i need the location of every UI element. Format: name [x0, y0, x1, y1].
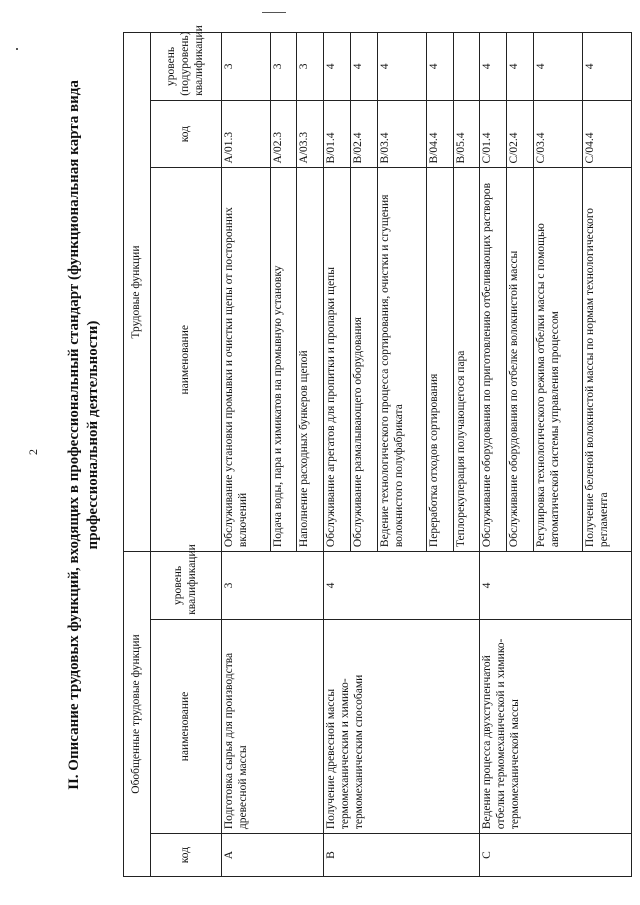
function-level: 4 — [480, 33, 507, 101]
group-name: Получение древесной массы термомеханическим и химико-термомеханическим способами — [324, 619, 480, 833]
header-function-code: код — [150, 100, 221, 168]
function-level: 3 — [270, 33, 297, 101]
function-code: B/01.4 — [324, 100, 351, 168]
function-name: Теплорекуперация получающегося пара — [453, 168, 480, 552]
functional-map-table-wrapper — [123, 25, 632, 877]
function-name: Получение беленой волокнистой массы по нормам технологического регламента — [583, 168, 632, 552]
function-code: B/03.4 — [377, 100, 426, 168]
header-labor: Трудовые функции — [124, 33, 151, 552]
group-code: A — [221, 834, 324, 877]
function-name: Подача воды, пара и химикатов на промывную установку — [270, 168, 297, 552]
function-level: 4 — [351, 33, 378, 101]
function-level: 4 — [507, 33, 534, 101]
function-level: 4 — [377, 33, 426, 101]
function-level: 4 — [324, 33, 351, 101]
function-name: Наполнение расходных бункеров щепой — [297, 168, 324, 552]
function-name: Обслуживание размалывающего оборудования — [351, 168, 378, 552]
header-code: код — [150, 834, 221, 877]
page-number: 2 — [26, 449, 40, 455]
function-name: Регулировка технологического режима отбелки массы с помощью автоматической системы управления процессом — [534, 168, 583, 552]
function-level: 4 — [426, 33, 453, 101]
function-level: 3 — [221, 33, 270, 101]
table-row — [324, 33, 351, 877]
function-name: Переработка отходов сортирования — [426, 168, 453, 552]
function-name: Обслуживание оборудования по отбелке волокнистой массы — [507, 168, 534, 552]
function-code: B/02.4 — [351, 100, 378, 168]
group-code: B — [324, 834, 480, 877]
function-level: 3 — [297, 33, 324, 101]
function-level — [453, 33, 480, 101]
function-name: Обслуживание агрегатов для пропитки и пропарки щепы — [324, 168, 351, 552]
group-level: 4 — [480, 552, 632, 620]
group-name: Ведение процесса двухступенчатой отбелки термомеханической и химико-термомеханической массы — [480, 619, 632, 833]
functional-map-table — [123, 25, 632, 877]
group-level: 4 — [324, 552, 480, 620]
function-code: C/03.4 — [534, 100, 583, 168]
group-level: 3 — [221, 552, 324, 620]
header-function-name: наименование — [150, 168, 221, 552]
function-code: A/02.3 — [270, 100, 297, 168]
scan-mark — [16, 48, 18, 50]
function-code: B/05.4 — [453, 100, 480, 168]
header-level: уровень квалификации — [150, 552, 221, 620]
function-name: Обслуживание оборудования по приготовлению отбеливающих растворов — [480, 168, 507, 552]
function-code: A/01.3 — [221, 100, 270, 168]
header-name: наименование — [150, 619, 221, 833]
group-code: C — [480, 834, 632, 877]
function-code: B/04.4 — [426, 100, 453, 168]
table-row — [221, 33, 270, 877]
function-code: C/01.4 — [480, 100, 507, 168]
header-generalized: Обобщенные трудовые функции — [124, 552, 151, 877]
document-heading: II. Описание трудовых функций, входящих в профессиональный стандарт (функциональная карта вида профессиональной деятельности) — [66, 80, 101, 790]
table-row — [480, 33, 507, 877]
function-code: C/04.4 — [583, 100, 632, 168]
function-name: Ведение технологического процесса сортирования, очистки и сгущения волокнистого полуфабриката — [377, 168, 426, 552]
function-name: Обслуживание установки промывки и очистки щепы от посторонних включений — [221, 168, 270, 552]
function-level: 4 — [534, 33, 583, 101]
header-function-level: уровень (подуровень) квалификации — [150, 33, 221, 101]
function-level: 4 — [583, 33, 632, 101]
group-name: Подготовка сырья для производства древесной массы — [221, 619, 324, 833]
function-code: A/03.3 — [297, 100, 324, 168]
function-code: C/02.4 — [507, 100, 534, 168]
scan-mark — [262, 12, 286, 13]
